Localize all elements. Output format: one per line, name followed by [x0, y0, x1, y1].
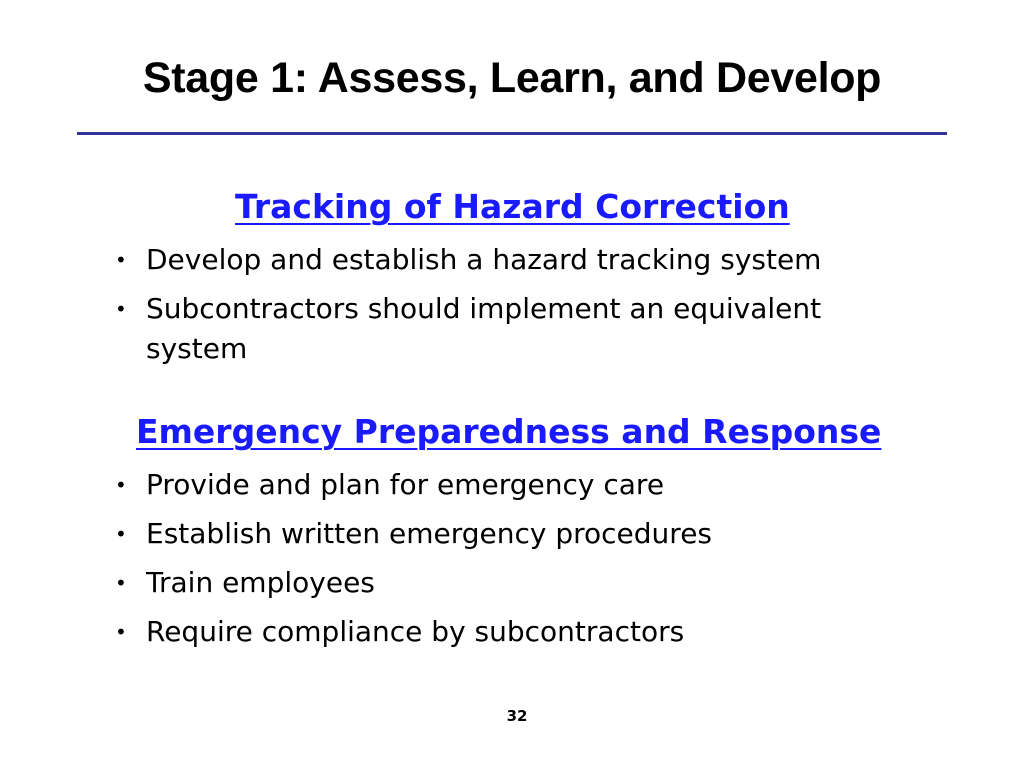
bullet-text: Provide and plan for emergency care — [146, 468, 665, 501]
list-item — [110, 612, 890, 652]
list-item — [110, 465, 890, 505]
list-item — [110, 240, 890, 280]
bullet-icon: • — [115, 248, 127, 272]
bullet-icon: • — [115, 473, 127, 497]
bullet-icon: • — [115, 571, 127, 595]
bullet-list — [110, 465, 890, 661]
bullet-icon: • — [115, 522, 127, 546]
bullet-text: Establish written emergency procedures — [146, 517, 713, 550]
bullet-icon: • — [115, 620, 127, 644]
list-item — [110, 563, 890, 603]
bullet-list — [110, 240, 890, 378]
list-item — [110, 514, 890, 554]
bullet-icon: • — [115, 297, 127, 321]
bullet-text: Develop and establish a hazard tracking system — [146, 243, 822, 276]
bullet-text: Subcontractors should implement an equivalent system — [146, 292, 822, 365]
page-number: 32 — [506, 707, 528, 725]
bullet-text: Train employees — [146, 566, 375, 599]
section-heading: Emergency Preparedness and Response — [136, 412, 882, 451]
bullet-text: Require compliance by subcontractors — [146, 615, 685, 648]
slide-title: Stage 1: Assess, Learn, and Develop — [142, 54, 882, 102]
title-divider — [77, 132, 947, 135]
section-heading: Tracking of Hazard Correction — [235, 187, 790, 226]
list-item — [110, 289, 890, 369]
